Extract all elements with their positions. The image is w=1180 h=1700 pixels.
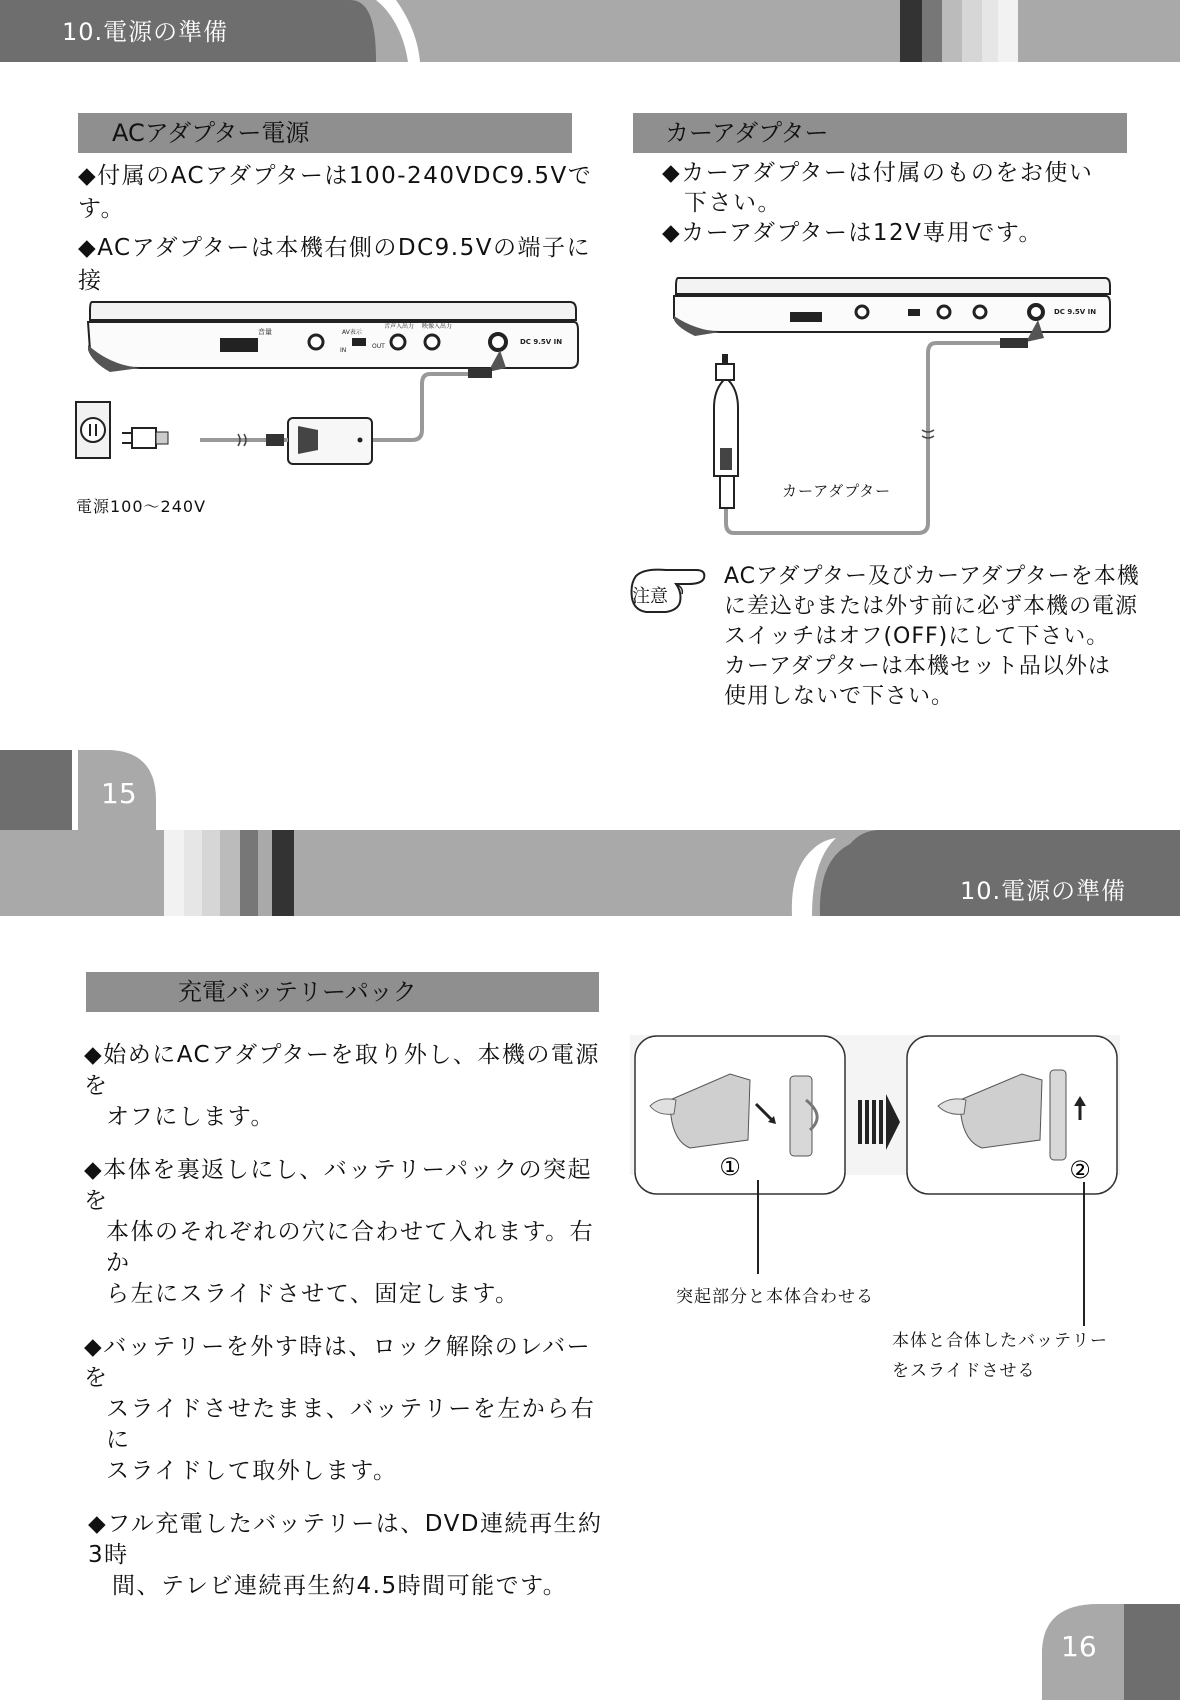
device-audio-label: 音声入出力: [384, 323, 415, 330]
step1-caption: 突起部分と本体合わせる: [676, 1287, 874, 1307]
device-dc-label: DC 9.5V IN: [520, 338, 563, 346]
ac-bullet-1: ◆付属のACアダプターは100-240VDC9.5Vです。: [78, 163, 593, 222]
ac-bullet-2: ◆ACアダプターは本機右側のDC9.5Vの端子に接: [78, 235, 591, 294]
battery-figure: [630, 1030, 1120, 1381]
caution-line-4: カーアダプターは本機セット品以外は: [724, 654, 1111, 679]
caution-line-3: スイッチはオフ(OFF)にして下さい。: [724, 624, 1110, 649]
battery-steps-illustration: [630, 1030, 1120, 1360]
car-device-dc-label: DC 9.5V IN: [1054, 308, 1097, 316]
caution-label: 注意: [632, 586, 668, 607]
step2-caption-line-2: をスライドさせる: [892, 1361, 1036, 1381]
battery-bullet-1-cont: オフにします。: [106, 1104, 275, 1130]
device-in-label: IN: [340, 347, 347, 354]
caution-line-1: ACアダプター及びカーアダプターを本機: [724, 564, 1140, 589]
caution-line-2: に差込むまたは外す前に必ず本機の電源: [724, 594, 1139, 619]
ac-adapter-figure: [70, 290, 590, 520]
battery-bullet-4-cont: 間、テレビ連続再生約4.5時間可能です。: [112, 1573, 568, 1599]
page15-header-title: 10.電源の準備: [62, 18, 229, 46]
battery-section-title: 充電バッテリーパック: [86, 972, 599, 1012]
ac-section-title: ACアダプター電源: [78, 113, 572, 153]
device-video-label: 映像入出力: [422, 323, 453, 330]
dvd-player-car-illustration: [640, 268, 1110, 548]
caution-text: [724, 562, 1164, 712]
car-bullet-1: ◆カーアダプターは付属のものをお使い: [662, 160, 1094, 186]
step2-marker: ②: [1069, 1156, 1091, 1184]
page15-number: 15: [101, 777, 137, 810]
battery-bullet-3-cont-2: スライドして取外します。: [106, 1458, 398, 1484]
battery-bullet-2-cont-2: ら左にスライドさせて、固定します。: [106, 1281, 520, 1307]
caution-line-5: 使用しないで下さい。: [724, 684, 955, 709]
car-bullet-2: ◆カーアダプターは12V専用です。: [662, 220, 1043, 246]
step2-caption: [892, 1326, 1108, 1386]
device-volume-label: 音量: [258, 328, 272, 336]
step2-caption-line-1: 本体と合体したバッテリー: [892, 1331, 1108, 1351]
battery-bullet-1: ◆始めにACアダプターを取り外し、本機の電源を: [84, 1042, 600, 1099]
device-av-label: AV表示: [342, 329, 362, 336]
car-bullet-1-cont: 下さい。: [684, 190, 782, 216]
car-section-text: [662, 158, 1142, 248]
ac-figure-label: 電源100～240V: [76, 497, 207, 516]
car-figure-label: カーアダプター: [782, 482, 892, 500]
battery-bullet-3: ◆バッテリーを外す時は、ロック解除のレバーを: [84, 1334, 592, 1391]
car-section-title: カーアダプター: [633, 113, 1127, 153]
step1-marker: ①: [719, 1153, 741, 1181]
battery-section-text: [84, 1040, 604, 1602]
caution-badge: [626, 562, 716, 622]
battery-bullet-4: ◆フル充電したバッテリーは、DVD連続再生約3時: [88, 1511, 603, 1568]
car-adapter-figure: [640, 268, 1110, 548]
page16-header-title: 10.電源の準備: [960, 877, 1127, 905]
battery-bullet-2-cont-1: 本体のそれぞれの穴に合わせて入れます。右か: [106, 1219, 595, 1276]
dvd-player-side-illustration: [70, 290, 590, 520]
battery-bullet-2: ◆本体を裏返しにし、バッテリーパックの突起を: [84, 1157, 593, 1214]
page16-number: 16: [1061, 1630, 1097, 1663]
device-out-label: OUT: [372, 343, 385, 350]
battery-bullet-3-cont-1: スライドさせたまま、バッテリーを左から右に: [106, 1396, 596, 1453]
